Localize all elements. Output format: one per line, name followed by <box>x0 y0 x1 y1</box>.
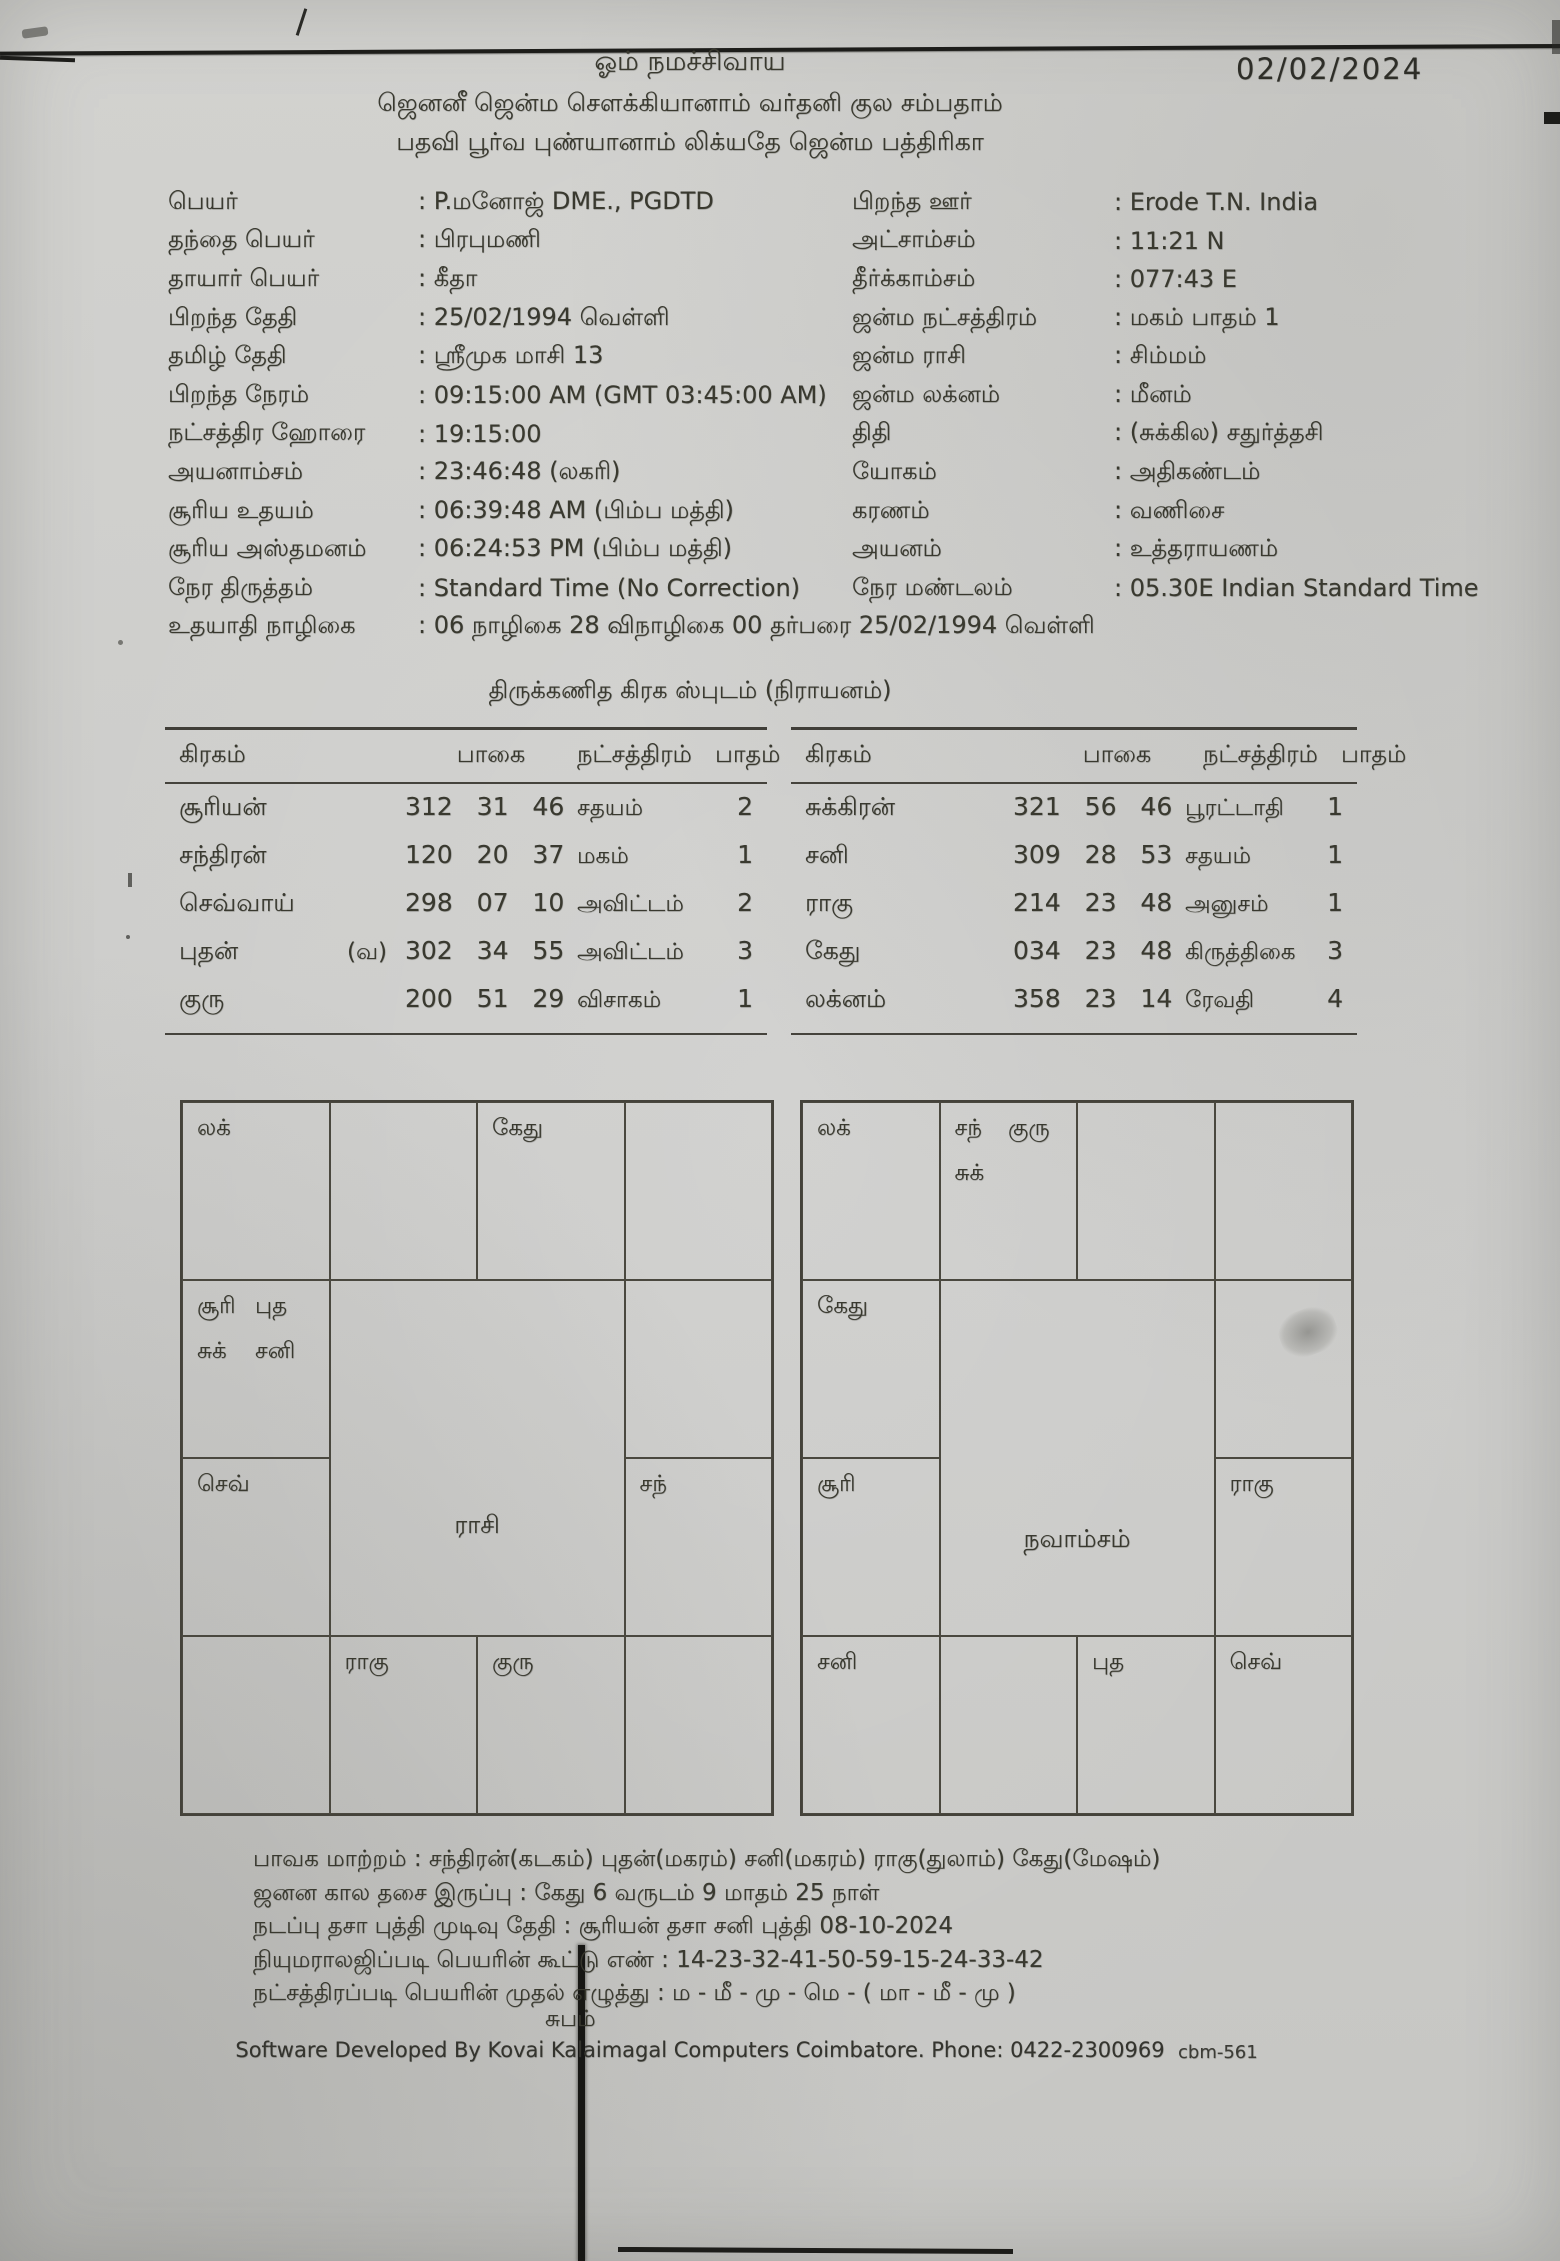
detail-value-right: : மகம் பாதம் 1 <box>1114 302 1280 331</box>
planet-label-sevvai: செவ் <box>1229 1649 1283 1675</box>
planet-name-cell: சுக்கிரன் <box>805 791 895 821</box>
scan-artifact-right-edge-1 <box>1544 112 1560 124</box>
planet-label-rahu: ராகு <box>1229 1471 1274 1497</box>
padam-cell: 2 <box>737 791 753 821</box>
detail-label-left: சூரிய உதயம் <box>168 495 314 524</box>
detail-label-right: ஜன்ம நட்சத்திரம் <box>852 302 1038 331</box>
sanskrit-verse-line1: ஜெனனீ ஜென்ம சௌக்கியானாம் வர்தனி குல சம்பதாம் <box>377 88 1003 117</box>
footer-note-name-letters: நட்சத்திரப்படி பெயரின் முதல் எழுத்து : ம - மீ - மு - மெ - ( மா - மீ - மு ) <box>253 1980 1016 2006</box>
degrees-cell: 200 51 29 <box>405 983 565 1013</box>
scan-artifact-speck <box>128 873 132 887</box>
chart-cell-r2c1 <box>802 1280 940 1458</box>
planet-row <box>165 784 767 832</box>
planet-label-guru: குரு <box>1008 1115 1050 1141</box>
footer-note-bhava-change: பாவக மாற்றம் : சந்திரன்(கடகம்) புதன்(மகரம்) சனி(மகரம்) ராகு(துலாம்) கேது(மேஷம்) <box>253 1846 1161 1872</box>
planet-name-cell: செவ்வாய் <box>179 887 295 917</box>
detail-label-right: அட்சாம்சம் <box>852 225 976 254</box>
reference-code: cbm-561 <box>1178 2042 1258 2063</box>
degrees-cell: 034 23 48 <box>1013 935 1173 965</box>
padam-cell: 2 <box>737 887 753 917</box>
detail-label-right: திதி <box>852 418 892 447</box>
scan-artifact-bottom-line <box>618 2247 1013 2254</box>
nakshatra-cell: ரேவதி <box>1185 986 1255 1013</box>
nakshatra-cell: அனுசம் <box>1185 890 1269 917</box>
detail-value-left: : 25/02/1994 வெள்ளி <box>418 302 670 331</box>
detail-value-left: : பிரபுமணி <box>418 225 541 254</box>
detail-label-right: கரணம் <box>852 495 930 524</box>
detail-value-right: : மீனம் <box>1114 379 1192 408</box>
planet-name-cell: லக்னம் <box>805 983 887 1013</box>
footer-note-numerology: நியுமராலஜிப்படி பெயரின் கூட்டு எண் : 14-23-32-41-50-59-15-24-33-42 <box>253 1946 1044 1973</box>
retro-flag-cell: (வ) <box>347 938 387 965</box>
detail-row <box>168 222 1438 261</box>
detail-label-left: தந்தை பெயர் <box>168 225 315 254</box>
lagna-label: லக் <box>197 1115 231 1141</box>
planet-label-chandra: சந் <box>954 1115 982 1141</box>
col-header-patham: பாதம் <box>715 740 781 768</box>
om-invocation: ஓம் நமச்சிவாய <box>594 46 786 77</box>
planet-label-sukra: சுக் <box>197 1338 227 1364</box>
detail-value-right: : சிம்மம் <box>1114 341 1207 370</box>
detail-row <box>168 453 1438 492</box>
chart-cell-r4c3 <box>477 1636 625 1814</box>
birth-details-section <box>168 183 1479 646</box>
closing-text: சுபம் <box>545 2006 596 2032</box>
document-header <box>120 46 1260 160</box>
planet-row <box>165 976 767 1024</box>
detail-label-right: தீர்க்காம்சம் <box>852 263 976 292</box>
degrees-cell: 302 34 55 <box>405 935 565 965</box>
padam-cell: 4 <box>1327 983 1343 1013</box>
detail-row <box>168 183 1438 222</box>
detail-value-left: : 06:39:48 AM (பிம்ப மத்தி) <box>418 495 734 524</box>
scan-date: 02/02/2024 <box>1236 52 1424 86</box>
chart-cell-r4c4 <box>625 1636 773 1814</box>
detail-value-left: : 06:24:53 PM (பிம்ப மத்தி) <box>418 534 732 563</box>
chart-cell-r1c1 <box>182 1102 330 1280</box>
col-header-patham: பாதம் <box>1341 740 1407 768</box>
detail-row <box>168 608 1438 647</box>
detail-value-left: : ஸ்ரீமுக மாசி 13 <box>418 341 604 370</box>
planet-row <box>791 976 1357 1024</box>
planet-row <box>791 832 1357 880</box>
footer-note-dasa-balance: ஜனன கால தசை இருப்பு : கேது 6 வருடம் 9 மாதம் 25 நாள் <box>253 1879 880 1906</box>
degrees-cell: 298 07 10 <box>405 887 565 917</box>
padam-cell: 1 <box>1327 887 1343 917</box>
degrees-cell: 120 20 37 <box>405 839 565 869</box>
navamsa-chart <box>800 1100 1354 1816</box>
chart-cell-r2c4 <box>1215 1280 1353 1458</box>
nakshatra-cell: அவிட்டம் <box>577 938 684 965</box>
rasi-chart <box>180 1100 774 1816</box>
padam-cell: 1 <box>737 983 753 1013</box>
scan-artifact-pen-mark <box>296 8 307 35</box>
navamsa-chart-title-cell <box>940 1280 1215 1636</box>
chart-cell-r4c1 <box>802 1636 940 1814</box>
planet-table-title: திருக்கணித கிரக ஸ்புடம் (நிராயனம்) <box>488 676 892 704</box>
detail-label-right: அயனம் <box>852 534 942 563</box>
nakshatra-cell: அவிட்டம் <box>577 890 684 917</box>
detail-row <box>168 260 1438 299</box>
detail-label-left: அயனாம்சம் <box>168 456 303 485</box>
planet-name-cell: கேது <box>805 935 861 965</box>
planet-row <box>165 832 767 880</box>
padam-cell: 3 <box>737 935 753 965</box>
scan-artifact-speck <box>126 935 130 939</box>
chart-cell-r1c3 <box>477 1102 625 1280</box>
detail-value-left: : 09:15:00 AM (GMT 03:45:00 AM) <box>418 381 827 410</box>
detail-label-right: ஜன்ம ராசி <box>852 341 966 370</box>
detail-label-left: பெயர் <box>168 186 238 215</box>
scan-artifact-top-rule-left <box>0 56 75 63</box>
chart-cell-r4c4 <box>1215 1636 1353 1814</box>
planet-label-kethu: கேது <box>817 1293 868 1319</box>
detail-value-left: : கீதா <box>418 263 478 292</box>
degrees-cell: 321 56 46 <box>1013 791 1173 821</box>
planet-table-right <box>791 727 1407 1035</box>
sanskrit-verse-line2: பதவி பூர்வ புண்யானாம் லிக்யதே ஜென்ம பத்திரிகா <box>396 127 984 156</box>
degrees-cell: 214 23 48 <box>1013 887 1173 917</box>
planet-label-budha: புத <box>255 1293 288 1319</box>
planet-label-sukra: சுக் <box>954 1160 985 1186</box>
detail-value-right: : 11:21 N <box>1114 226 1225 255</box>
planet-label-sevvai: செவ் <box>197 1471 250 1497</box>
detail-value-left: : 19:15:00 <box>418 419 542 448</box>
scan-artifact-smudge <box>1273 1300 1343 1363</box>
chart-cell-r3c4 <box>1215 1458 1353 1636</box>
planet-row <box>165 928 767 976</box>
scan-artifact-speck <box>118 640 123 645</box>
planet-label-chandra: சந் <box>639 1471 667 1497</box>
detail-label-right: யோகம் <box>852 456 937 485</box>
chart-cell-r3c4 <box>625 1458 773 1636</box>
chart-cell-r4c2 <box>940 1636 1078 1814</box>
detail-value-right: : (சுக்கில) சதுர்த்தசி <box>1114 418 1324 447</box>
planet-label-sani: சனி <box>255 1338 296 1364</box>
chart-cell-r2c4 <box>625 1280 773 1458</box>
detail-label-left: நட்சத்திர ஹோரை <box>168 418 366 447</box>
planet-row <box>791 928 1357 976</box>
footer-note-current-dasa: நடப்பு தசா புத்தி முடிவு தேதி : சூரியன் தசா சனி புத்தி 08-10-2024 <box>253 1913 954 1939</box>
nakshatra-cell: விசாகம் <box>577 986 662 1013</box>
detail-row <box>168 415 1438 454</box>
detail-row <box>168 492 1438 531</box>
padam-cell: 1 <box>1327 839 1343 869</box>
planet-row <box>165 880 767 928</box>
detail-label-left: தாயார் பெயர் <box>168 263 320 292</box>
chart-cell-r1c4 <box>1215 1102 1353 1280</box>
planet-name-cell: சனி <box>805 839 849 869</box>
rasi-chart-title: ராசி <box>454 1510 500 1539</box>
planet-table-header <box>791 730 1407 784</box>
detail-value-left: : P.மனோஜ் DME., PGDTD <box>418 186 714 215</box>
chart-cell-r1c2 <box>330 1102 478 1280</box>
planet-group <box>955 1115 1077 1144</box>
planet-name-cell: புதன் <box>179 935 239 965</box>
planet-label-budha: புத <box>1092 1649 1125 1675</box>
detail-value-left: : 23:46:48 (லகரி) <box>418 456 621 485</box>
detail-row <box>168 569 1479 608</box>
degrees-cell: 309 28 53 <box>1013 839 1173 869</box>
nakshatra-cell: சதயம் <box>1185 842 1251 869</box>
detail-label-left: தமிழ் தேதி <box>168 341 287 370</box>
col-header-natchathiram: நட்சத்திரம் <box>1203 740 1318 768</box>
scan-artifact-right-edge-2 <box>1552 20 1560 54</box>
planet-label-sani: சனி <box>817 1649 858 1675</box>
planet-name-cell: சூரியன் <box>179 791 267 821</box>
planet-table-left <box>165 727 781 1035</box>
detail-value-left: : 06 நாழிகை 28 விநாழிகை 00 தர்பரை 25/02/1994 வெள்ளி <box>418 611 1095 640</box>
detail-value-right: : 05.30E Indian Standard Time <box>1114 574 1479 603</box>
detail-label-left: சூரிய அஸ்தமனம் <box>168 534 367 563</box>
detail-row <box>168 337 1438 376</box>
detail-value-right: : 077:43 E <box>1114 265 1237 294</box>
detail-value-right: : உத்தராயணம் <box>1114 534 1279 563</box>
chart-cell-r4c1 <box>182 1636 330 1814</box>
col-header-graham: கிரகம் <box>179 740 246 768</box>
planet-label-suri: சூரி <box>817 1471 856 1497</box>
col-header-pagai: பாகை <box>456 740 526 768</box>
detail-value-left: : Standard Time (No Correction) <box>418 574 801 603</box>
chart-cell-r3c1 <box>802 1458 940 1636</box>
nakshatra-cell: மகம் <box>577 842 629 869</box>
padam-cell: 1 <box>737 839 753 869</box>
detail-label-left: உதயாதி நாழிகை <box>168 611 356 640</box>
scan-artifact-corner-smudge <box>22 26 49 39</box>
navamsa-chart-title: நவாம்சம் <box>1023 1524 1131 1553</box>
planet-table-header <box>165 730 781 784</box>
planet-label-suri: சூரி <box>197 1293 236 1319</box>
chart-cell-r3c1 <box>182 1458 330 1636</box>
planet-label-kethu: கேது <box>492 1115 543 1141</box>
detail-value-right: : அதிகண்டம் <box>1114 456 1261 485</box>
col-header-graham: கிரகம் <box>805 740 872 768</box>
detail-label-right: நேர மண்டலம் <box>852 572 1013 601</box>
degrees-cell: 312 31 46 <box>405 791 565 821</box>
planet-name-cell: குரு <box>179 983 225 1013</box>
chart-cell-r1c4 <box>625 1102 773 1280</box>
planet-group <box>197 1293 329 1367</box>
chart-cell-r2c1 <box>182 1280 330 1458</box>
detail-label-right: பிறந்த ஊர் <box>852 186 972 215</box>
detail-value-right: : வணிசை <box>1114 495 1225 524</box>
software-credit: Software Developed By Kovai Kalaimagal Computers Coimbatore. Phone: 0422-2300969 <box>235 2038 1165 2062</box>
detail-row <box>168 376 1438 415</box>
nakshatra-cell: சதயம் <box>577 794 643 821</box>
planet-name-cell: சந்திரன் <box>179 839 267 869</box>
detail-label-right: ஜன்ம லக்னம் <box>852 379 1001 408</box>
nakshatra-cell: பூரட்டாதி <box>1185 794 1284 821</box>
chart-cell-r1c2 <box>940 1102 1078 1280</box>
lagna-label: லக் <box>817 1115 851 1141</box>
padam-cell: 3 <box>1327 935 1343 965</box>
rasi-chart-title-cell <box>330 1280 625 1636</box>
detail-row <box>168 530 1438 569</box>
detail-row <box>168 299 1438 338</box>
chart-cell-r1c3 <box>1077 1102 1215 1280</box>
planet-label-guru: குரு <box>492 1649 534 1675</box>
col-header-natchathiram: நட்சத்திரம் <box>577 740 692 768</box>
footer-notes <box>253 1843 1160 2011</box>
chart-cell-r4c2 <box>330 1636 478 1814</box>
planet-name-cell: ராகு <box>805 887 854 917</box>
chart-cell-r4c3 <box>1077 1636 1215 1814</box>
planet-row <box>791 880 1357 928</box>
nakshatra-cell: கிருத்திகை <box>1185 938 1296 965</box>
col-header-pagai: பாகை <box>1082 740 1152 768</box>
chart-cell-r1c1 <box>802 1102 940 1280</box>
planet-row <box>791 784 1357 832</box>
detail-value-right: : Erode T.N. India <box>1114 188 1319 217</box>
detail-label-left: நேர திருத்தம் <box>168 572 313 601</box>
planet-label-rahu: ராகு <box>344 1649 389 1675</box>
detail-label-left: பிறந்த தேதி <box>168 302 298 331</box>
detail-label-left: பிறந்த நேரம் <box>168 379 310 408</box>
planet-tables <box>165 727 1407 1035</box>
padam-cell: 1 <box>1327 791 1343 821</box>
degrees-cell: 358 23 14 <box>1013 983 1173 1013</box>
